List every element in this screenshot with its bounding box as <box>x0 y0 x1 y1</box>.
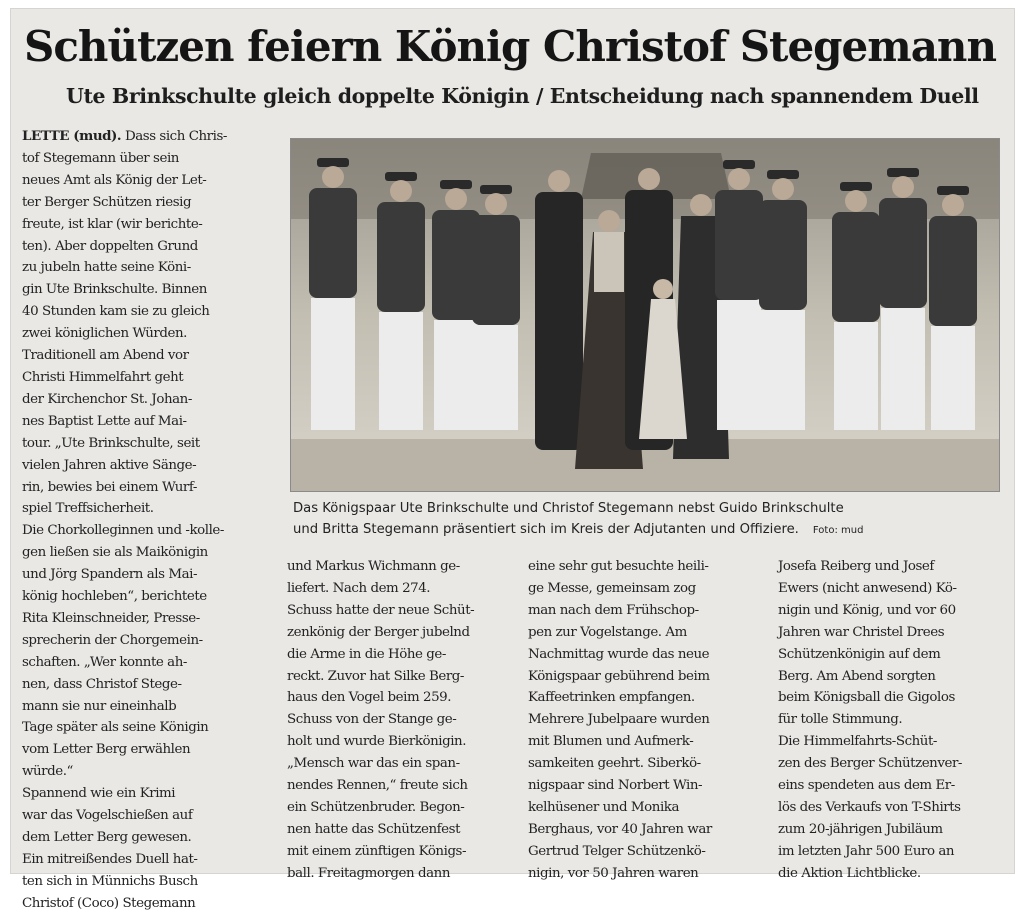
text-line: im letzten Jahr 500 Euro an <box>778 843 955 859</box>
cap-icon <box>723 160 755 169</box>
text-line: gin Ute Brinkschulte. Binnen <box>22 282 207 298</box>
text-line: Ewers (nicht anwesend) Kö- <box>778 580 957 596</box>
person-trousers <box>474 325 518 430</box>
person-trousers <box>881 308 925 430</box>
text-line: Berg. Am Abend sorgten <box>778 668 936 684</box>
text-line: würde.“ <box>22 764 73 780</box>
text-line: man nach dem Frühschop- <box>528 602 699 618</box>
text-line: zum 20-jährigen Jubiläum <box>778 821 943 837</box>
text-line: reckt. Zuvor hat Silke Berg- <box>287 668 464 684</box>
text-line: ein Schützenbruder. Begon- <box>287 799 465 815</box>
text-line: zen des Berger Schützenver- <box>778 756 962 772</box>
text-line: haus den Vogel beim 259. <box>287 690 452 706</box>
article-column-4 <box>778 556 1008 885</box>
text-line: Christi Himmelfahrt geht <box>22 369 184 385</box>
person-head <box>845 190 867 212</box>
text-line <box>22 126 277 148</box>
text-line: vom Letter Berg erwählen <box>22 742 191 758</box>
cap-icon <box>440 180 472 189</box>
article-column-3 <box>528 556 768 885</box>
group-photo-illustration <box>291 139 999 491</box>
text-line: Mehrere Jubelpaare wurden <box>528 712 710 728</box>
text-line: Nachmittag wurde das neue <box>528 646 710 662</box>
person-head <box>892 176 914 198</box>
person-jacket <box>309 188 357 298</box>
person-jacket <box>715 190 763 300</box>
cap-icon <box>767 170 799 179</box>
text-line: Die Chorkolleginnen und -kolle- <box>22 523 224 539</box>
person-head <box>728 168 750 190</box>
cap-icon <box>840 182 872 191</box>
text-line: nigin und König, und vor 60 <box>778 602 956 618</box>
person-trousers <box>834 322 878 430</box>
text-line: liefert. Nach dem 274. <box>287 580 431 596</box>
text-line: für tolle Stimmung. <box>778 712 903 728</box>
person-head <box>690 194 712 216</box>
text-line: rin, bewies bei einem Wurf- <box>22 479 197 495</box>
text-line: pen zur Vogelstange. Am <box>528 624 687 640</box>
text-line: Berghaus, vor 40 Jahren war <box>528 821 712 837</box>
person-head <box>485 193 507 215</box>
text-line: gen ließen sie als Maikönigin <box>22 545 208 561</box>
text-line: nendes Rennen,“ freute sich <box>287 778 468 794</box>
cap-icon <box>937 186 969 195</box>
text-line: könig hochleben“, berichtete <box>22 589 207 605</box>
text-line: freute, ist klar (wir berichte- <box>22 216 203 232</box>
text-line: zu jubeln hatte seine Köni- <box>22 260 191 276</box>
person-head <box>322 166 344 188</box>
person-top <box>594 232 624 292</box>
text-line: Die Himmelfahrts-Schüt- <box>778 734 937 750</box>
text-line: „Mensch war das ein span- <box>287 756 460 772</box>
person-trousers <box>434 320 478 430</box>
text-line: dem Letter Berg gewesen. <box>22 830 192 845</box>
text-line: neues Amt als König der Let- <box>22 172 207 188</box>
text-line: vielen Jahren aktive Sänge- <box>22 457 197 473</box>
dateline: LETTE (mud). <box>22 128 122 144</box>
person-jacket <box>377 202 425 312</box>
text-line: holt und wurde Bierkönigin. <box>287 734 467 750</box>
photo-credit: Foto: mud <box>812 525 864 536</box>
text-line: spiel Treffsicherheit. <box>22 501 154 517</box>
text-line: Spannend wie ein Krimi <box>22 786 176 802</box>
person-head <box>390 180 412 202</box>
text-line: zenkönig der Berger jubelnd <box>287 624 470 640</box>
text-line: mann sie nur eineinhalb <box>22 698 177 714</box>
child-head <box>653 279 673 299</box>
cap-icon <box>317 158 349 167</box>
person-head <box>445 188 467 210</box>
text-line: mit Blumen und Aufmerk- <box>528 734 694 750</box>
cap-icon <box>480 185 512 194</box>
text-line: samkeiten geehrt. Siberkö- <box>528 756 701 772</box>
text-line: Traditionell am Abend vor <box>22 348 189 364</box>
text-line: schaften. „Wer konnte ah- <box>22 654 187 670</box>
text-line: Josefa Reiberg und Josef <box>778 559 934 574</box>
person-jacket <box>759 200 807 310</box>
person-suit <box>535 192 583 450</box>
text-line-rest: Dass sich Chris- <box>121 129 227 144</box>
text-line: und Jörg Spandern als Mai- <box>22 567 198 583</box>
person-trousers <box>761 310 805 430</box>
person-trousers <box>379 312 423 430</box>
text-line: kelhüsener und Monika <box>528 799 679 815</box>
caption-line-2 <box>293 519 1005 541</box>
text-line: beim Königsball die Gigolos <box>778 690 955 706</box>
text-line: Schützenkönigin auf dem <box>778 646 941 662</box>
text-line: Kaffeetrinken empfangen. <box>528 690 695 706</box>
text-line: die Aktion Lichtblicke. <box>778 865 921 881</box>
text-line: Königspaar gebührend beim <box>528 668 710 684</box>
caption-line-2-text: und Britta Stegemann präsentiert sich im Kreis der Adjutanten und Offiziere. <box>293 522 799 537</box>
text-line: nen hatte das Schützenfest <box>287 821 461 837</box>
person-jacket <box>929 216 977 326</box>
person-trousers <box>717 300 761 430</box>
text-line: ge Messe, gemeinsam zog <box>528 580 696 596</box>
article-column-2 <box>287 556 519 885</box>
text-line: der Kirchenchor St. Johan- <box>22 391 192 407</box>
text-line: nigspaar sind Norbert Win- <box>528 778 703 794</box>
text-line: lös des Verkaufs von T-Shirts <box>778 799 961 815</box>
text-line: Jahren war Christel Drees <box>778 624 945 640</box>
text-line: sprecherin der Chorgemein- <box>22 632 203 648</box>
text-line: zwei königlichen Würden. <box>22 326 187 342</box>
text-line: tour. „Ute Brinkschulte, seit <box>22 435 200 451</box>
person-jacket <box>472 215 520 325</box>
person-head <box>598 210 620 232</box>
text-line: und Markus Wichmann ge- <box>287 559 460 574</box>
subheadline: Ute Brinkschulte gleich doppelte Königin / Entscheidung nach spannendem Duell <box>66 84 979 108</box>
text-line: Ein mitreißendes Duell hat- <box>22 851 198 867</box>
person-head <box>638 168 660 190</box>
person-trousers <box>931 326 975 430</box>
person-trousers <box>311 298 355 430</box>
text-line: ten). Aber doppelten Grund <box>22 238 198 254</box>
caption-line-1: Das Königspaar Ute Brinkschulte und Christof Stegemann nebst Guido Brinkschulte <box>293 501 844 516</box>
person-head <box>942 194 964 216</box>
text-line: die Arme in die Höhe ge- <box>287 646 446 662</box>
text-line: Schuss hatte der neue Schüt- <box>287 602 475 618</box>
group-photo <box>290 138 1000 492</box>
text-line: Gertrud Telger Schützenkö- <box>528 843 706 859</box>
text-line: mit einem zünftigen Königs- <box>287 843 467 859</box>
person-jacket <box>879 198 927 308</box>
text-line: ten sich in Münnichs Busch <box>22 873 198 889</box>
text-line: ball. Freitagmorgen dann <box>287 865 451 881</box>
text-line: Rita Kleinschneider, Presse- <box>22 610 200 626</box>
text-line: Tage später als seine Königin <box>22 720 209 736</box>
cap-icon <box>385 172 417 181</box>
text-line: eins spendeten aus dem Er- <box>778 778 955 794</box>
newspaper-clipping <box>10 8 1015 911</box>
text-line: nen, dass Christof Stege- <box>22 676 182 692</box>
person-jacket <box>832 212 880 322</box>
text-line: nigin, vor 50 Jahren waren <box>528 865 699 881</box>
person-head <box>548 170 570 192</box>
text-line: Christof (Coco) Stegemann <box>22 895 196 911</box>
text-line: 40 Stunden kam sie zu gleich <box>22 304 210 320</box>
cap-icon <box>887 168 919 177</box>
text-line: tof Stegemann über sein <box>22 150 179 166</box>
text-line: nes Baptist Lette auf Mai- <box>22 413 187 429</box>
article-column-1 <box>22 126 277 915</box>
headline: Schützen feiern König Christof Stegemann <box>24 22 996 71</box>
person-head <box>772 178 794 200</box>
text-line: eine sehr gut besuchte heili- <box>528 559 709 574</box>
text-line: war das Vogelschießen auf <box>22 808 193 824</box>
text-line: Schuss von der Stange ge- <box>287 712 457 728</box>
text-line: ter Berger Schützen riesig <box>22 194 192 210</box>
photo-caption <box>293 498 1005 541</box>
